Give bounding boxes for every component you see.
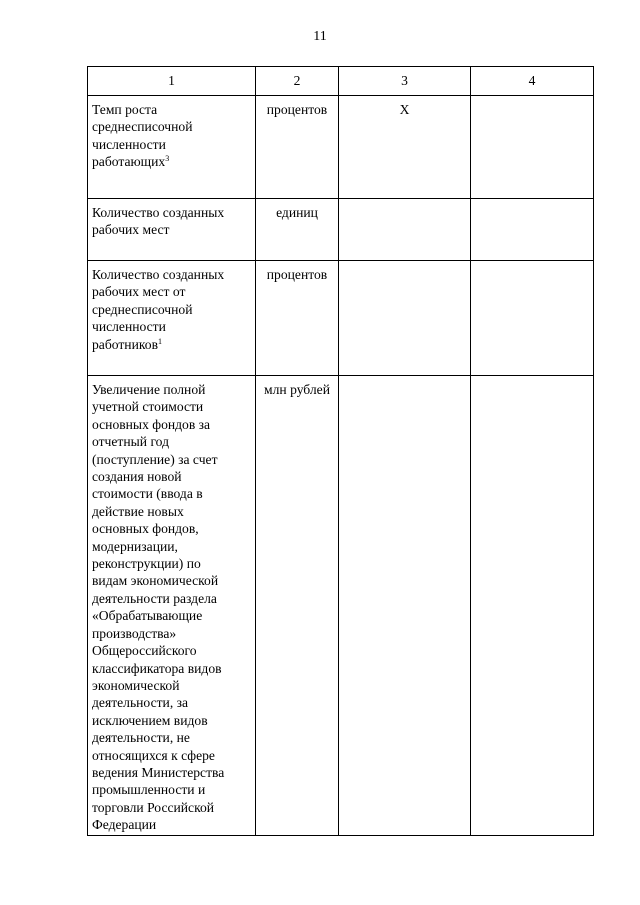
indicator-line: Общероссийского bbox=[92, 643, 197, 659]
value-cell-3 bbox=[339, 96, 471, 199]
value-text bbox=[471, 199, 593, 204]
indicator-line: создания новой bbox=[92, 469, 182, 485]
value-cell-4 bbox=[471, 96, 594, 199]
footnote-mark: 3 bbox=[165, 154, 170, 164]
indicator-line: видам экономической bbox=[92, 573, 219, 589]
indicator-line: среднесписочной bbox=[92, 301, 193, 317]
indicator-line: отчетный год bbox=[92, 434, 170, 450]
indicator-line: (поступление) за счет bbox=[92, 451, 218, 467]
table-header-row bbox=[88, 67, 594, 96]
indicator-line: реконструкции) по bbox=[92, 556, 201, 572]
indicator-line: относящихся к сфере bbox=[92, 747, 215, 763]
indicator-line: основных фондов за bbox=[92, 416, 211, 432]
header-cell-4: 4 bbox=[471, 67, 594, 96]
value-cell-4 bbox=[471, 261, 594, 376]
indicator-line bbox=[92, 153, 251, 170]
indicator-line: численности bbox=[92, 319, 166, 335]
indicator-line: Федерации bbox=[92, 817, 157, 833]
unit-text: процентов bbox=[266, 267, 328, 282]
unit-text: млн рублей bbox=[264, 382, 330, 397]
indicator-line: торговли Российской bbox=[92, 799, 215, 815]
indicator-line: среднесписочной bbox=[92, 119, 193, 135]
indicator-cell bbox=[88, 96, 256, 199]
indicator-line: Количество созданных bbox=[92, 267, 225, 282]
footnote-mark: 1 bbox=[157, 336, 162, 346]
indicator-line: рабочих мест от bbox=[92, 284, 186, 300]
unit-cell bbox=[256, 96, 339, 199]
unit-text: процентов bbox=[266, 102, 328, 117]
indicator-line: учетной стоимости bbox=[92, 399, 204, 415]
indicator-line: экономической bbox=[92, 677, 180, 693]
value-cell-3 bbox=[339, 261, 471, 376]
value-cell-3 bbox=[339, 199, 471, 261]
value-text bbox=[339, 261, 470, 266]
indicator-cell bbox=[88, 261, 256, 376]
indicator-line bbox=[92, 336, 251, 353]
header-cell-2: 2 bbox=[256, 67, 339, 96]
table-row bbox=[88, 96, 594, 199]
indicator-line: стоимости (ввода в bbox=[92, 486, 203, 502]
indicator-line: численности bbox=[92, 136, 166, 152]
value-cell-4 bbox=[471, 199, 594, 261]
indicator-cell bbox=[88, 199, 256, 261]
indicator-line: промышленности и bbox=[92, 782, 206, 798]
unit-text: единиц bbox=[276, 205, 318, 220]
value-cell-3 bbox=[339, 376, 471, 836]
indicator-line: Количество созданных bbox=[92, 205, 225, 220]
value-text bbox=[471, 96, 593, 101]
page-number: 11 bbox=[313, 29, 327, 44]
indicator-line: деятельности, за bbox=[92, 695, 189, 711]
indicator-line: «Обрабатывающие bbox=[92, 608, 203, 624]
unit-cell bbox=[256, 376, 339, 836]
header-cell-1: 1 bbox=[88, 67, 256, 96]
value-text bbox=[339, 199, 470, 204]
unit-cell bbox=[256, 261, 339, 376]
indicator-line: деятельности раздела bbox=[92, 590, 217, 606]
value-text bbox=[339, 376, 470, 381]
table-row bbox=[88, 261, 594, 376]
indicator-line: модернизации, bbox=[92, 538, 178, 554]
table-row bbox=[88, 376, 594, 836]
indicator-cell bbox=[88, 376, 256, 836]
unit-cell bbox=[256, 199, 339, 261]
indicator-line: ведения Министерства bbox=[92, 764, 225, 780]
indicator-line: рабочих мест bbox=[92, 222, 170, 238]
indicator-line: производства» bbox=[92, 625, 177, 641]
table-row bbox=[88, 199, 594, 261]
indicator-line: исключением видов bbox=[92, 712, 208, 728]
value-text: Х bbox=[399, 102, 410, 117]
indicator-line: деятельности, не bbox=[92, 730, 190, 746]
indicator-line: Увеличение полной bbox=[92, 382, 206, 397]
indicator-line: классификатора видов bbox=[92, 660, 222, 676]
value-text bbox=[471, 376, 593, 381]
indicator-line: Темп роста bbox=[92, 102, 158, 117]
indicator-line-text: работающих bbox=[92, 154, 166, 170]
indicators-table bbox=[87, 66, 594, 836]
indicator-line: основных фондов, bbox=[92, 521, 199, 537]
value-cell-4 bbox=[471, 376, 594, 836]
indicator-line: действие новых bbox=[92, 503, 184, 519]
value-text bbox=[471, 261, 593, 266]
indicator-line-text: работников bbox=[92, 336, 158, 352]
header-cell-3: 3 bbox=[339, 67, 471, 96]
